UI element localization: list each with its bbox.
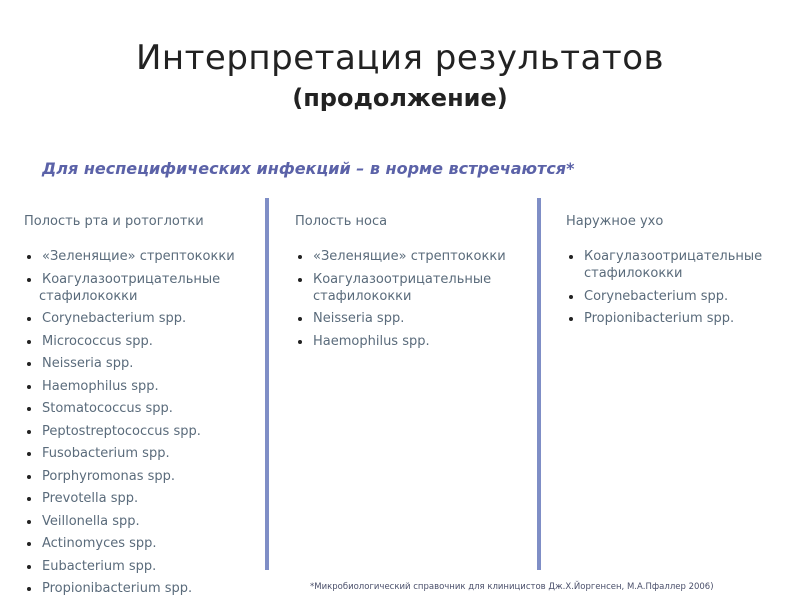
column-nasal-cavity xyxy=(295,212,527,355)
organism-list xyxy=(566,248,798,327)
list-item: Peptostreptococcus spp. xyxy=(24,423,256,440)
page-subtitle: (продолжение) xyxy=(292,84,508,112)
list-item: Fusobacterium spp. xyxy=(24,445,256,462)
list-item: Коагулазоотрицательные стафилококки xyxy=(295,271,527,305)
column-title: Полость носа xyxy=(295,214,388,229)
list-item: Neisseria spp. xyxy=(24,355,256,372)
list-item: Коагулазоотрицательные стафилококки xyxy=(566,248,798,282)
list-item: «Зеленящие» стрептококки xyxy=(24,248,256,265)
section-heading: Для неспецифических инфекций – в норме встречаются* xyxy=(42,159,575,178)
column-divider xyxy=(265,198,269,570)
list-item: Haemophilus spp. xyxy=(295,333,527,350)
list-item: Veillonella spp. xyxy=(24,513,256,530)
list-item: Micrococcus spp. xyxy=(24,333,256,350)
column-title: Полость рта и ротоглотки xyxy=(24,214,204,229)
list-item: Propionibacterium spp. xyxy=(24,580,256,597)
list-item: «Зеленящие» стрептококки xyxy=(295,248,527,265)
list-item: Neisseria spp. xyxy=(295,310,527,327)
page-title: Интерпретация результатов xyxy=(135,38,665,78)
list-item: Haemophilus spp. xyxy=(24,378,256,395)
list-item: Prevotella spp. xyxy=(24,490,256,507)
list-item: Corynebacterium spp. xyxy=(24,310,256,327)
list-item: Propionibacterium spp. xyxy=(566,310,798,327)
organism-list xyxy=(24,248,256,597)
list-item: Porphyromonas spp. xyxy=(24,468,256,485)
list-item: Eubacterium spp. xyxy=(24,558,256,575)
list-item: Коагулазоотрицательные xyxy=(24,271,256,288)
list-item: Actinomyces spp. xyxy=(24,535,256,552)
column-title: Наружное ухо xyxy=(566,214,664,229)
list-item: Stomatococcus spp. xyxy=(24,400,256,417)
list-item-continuation: стафилококки xyxy=(39,288,138,304)
list-item: Corynebacterium spp. xyxy=(566,288,798,305)
footnote: *Микробиологический справочник для клиницистов Дж.Х.Йоргенсен, М.А.Пфаллер 2006) xyxy=(310,582,714,592)
column-outer-ear xyxy=(566,212,798,333)
organism-list xyxy=(295,248,527,350)
column-divider xyxy=(537,198,541,570)
column-oral-cavity xyxy=(24,212,256,603)
